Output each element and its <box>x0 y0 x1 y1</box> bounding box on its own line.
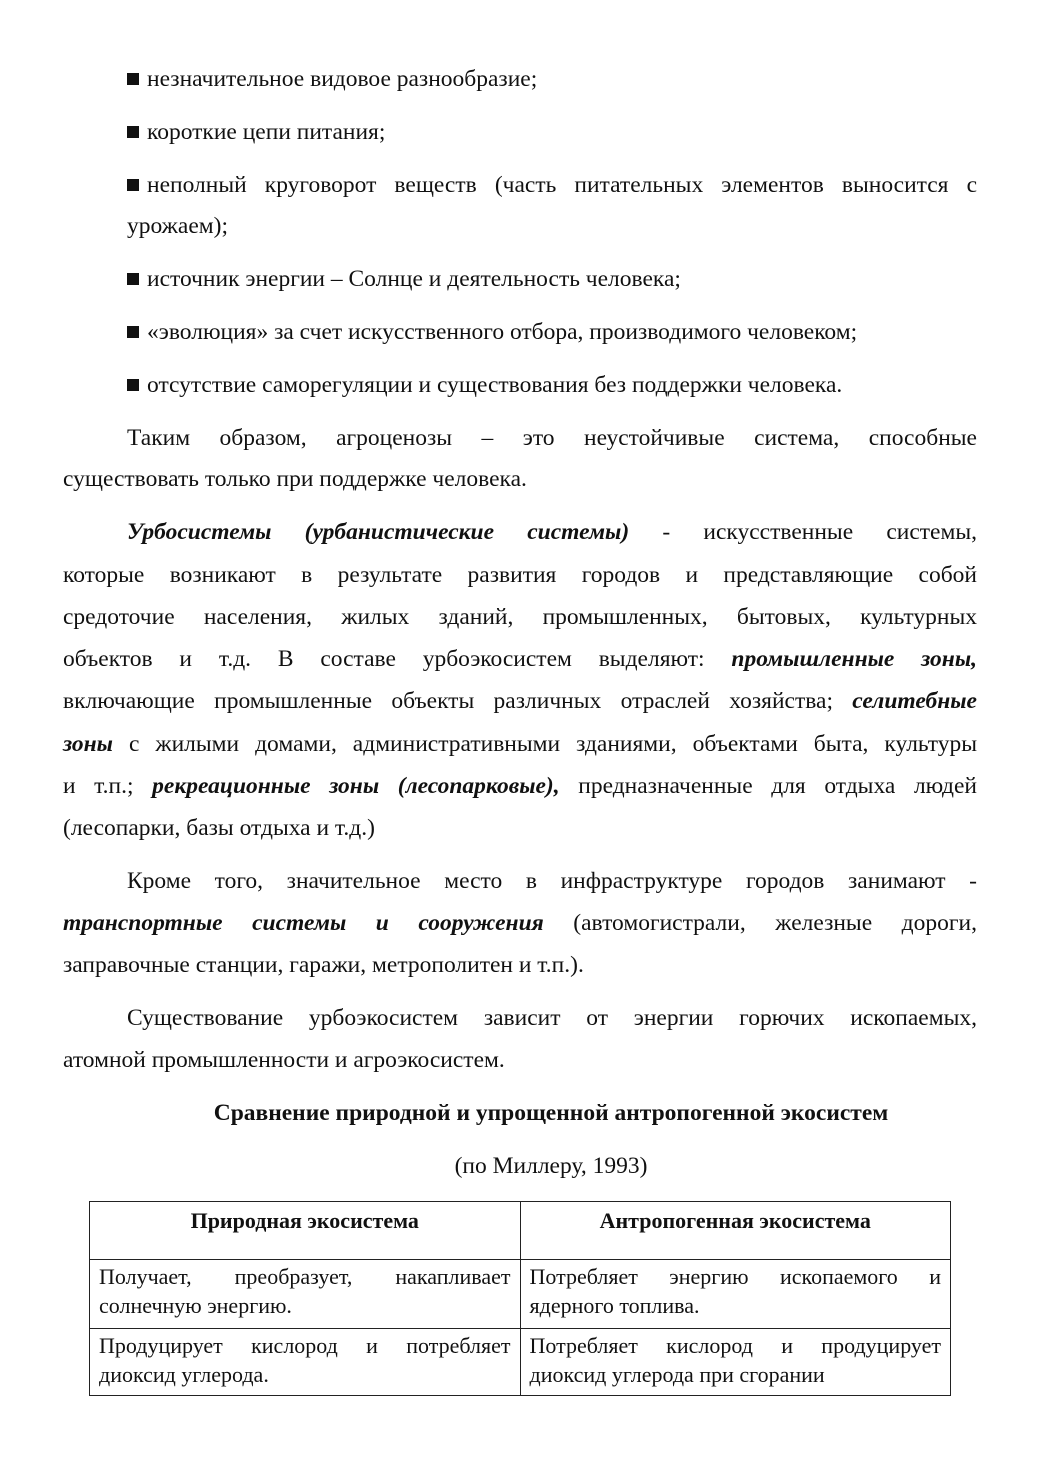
paragraph-line: которые возникают в результате развития городов и представляющие собой <box>63 562 977 588</box>
table-cell: Продуцирует кислород и потребляет диоксид углерода. <box>90 1329 521 1396</box>
paragraph-line: транспортные системы и сооружения (автомогистрали, железные дороги, <box>63 910 977 936</box>
list-item: короткие цепи питания; <box>127 117 385 147</box>
list-item: незначительное видовое разнообразие; <box>127 64 537 94</box>
paragraph-line: объектов и т.д. В составе урбоэкосистем выделяют: промышленные зоны, <box>63 646 978 672</box>
square-bullet-icon <box>127 379 139 391</box>
list-item-continuation: урожаем); <box>127 213 228 239</box>
table-cell: Потребляет энергию ископаемого и ядерного топлива. <box>520 1260 951 1329</box>
table-title: Сравнение природной и упрощенной антропогенной экосистем <box>213 1100 889 1126</box>
paragraph-line: существовать только при поддержке человека. <box>63 466 527 492</box>
list-item: «эволюция» за счет искусственного отбора, производимого человеком; <box>127 317 857 347</box>
table-cell: Потребляет кислород и продуцирует диоксид углерода при сгорании <box>520 1329 951 1396</box>
term-residential-zones-cont: зоны <box>63 731 113 757</box>
term-residential-zones: селитебные <box>852 688 977 714</box>
square-bullet-icon <box>127 179 139 191</box>
table-cell: Получает, преобразует, накапливает солнечную энергию. <box>90 1260 521 1329</box>
paragraph-line: атомной промышленности и агроэкосистем. <box>63 1047 505 1073</box>
table-header-row <box>90 1202 951 1260</box>
paragraph-line: заправочные станции, гаражи, метрополитен и т.п.). <box>63 952 584 978</box>
paragraph-line: Урбосистемы (урбанистические системы) - искусственные системы, <box>127 519 977 545</box>
square-bullet-icon <box>127 73 139 85</box>
paragraph-line: включающие промышленные объекты различных отраслей хозяйства; селитебные <box>63 688 977 714</box>
column-header-natural: Природная экосистема <box>90 1202 521 1260</box>
table-row <box>90 1260 951 1329</box>
term-urbosystems: Урбосистемы (урбанистические системы) <box>127 519 630 545</box>
list-item: неполный круговорот веществ (часть питательных элементов выносится с <box>127 170 977 200</box>
table-subtitle: (по Миллеру, 1993) <box>454 1153 648 1179</box>
paragraph-line: и т.п.; рекреационные зоны (лесопарковые), предназначенные для отдыха людей <box>63 773 978 799</box>
column-header-anthropogenic: Антропогенная экосистема <box>520 1202 951 1260</box>
square-bullet-icon <box>127 326 139 338</box>
paragraph-line: зоны с жилыми домами, административными зданиями, объектами быта, культуры <box>63 731 977 757</box>
paragraph-line: Кроме того, значительное место в инфраструктуре городов занимают - <box>127 868 977 894</box>
comparison-table <box>89 1201 951 1396</box>
term-industrial-zones: промышленные зоны, <box>731 646 978 672</box>
table-row <box>90 1329 951 1396</box>
term-recreational-zones: рекреационные зоны (лесопарковые), <box>152 773 560 799</box>
term-transport-systems: транспортные системы и сооружения <box>63 910 544 936</box>
square-bullet-icon <box>127 273 139 285</box>
paragraph-line: Таким образом, агроценозы – это неустойчивые система, способные <box>127 425 977 451</box>
square-bullet-icon <box>127 126 139 138</box>
paragraph-line: Существование урбоэкосистем зависит от энергии горючих ископаемых, <box>127 1005 977 1031</box>
paragraph-line: средоточие населения, жилых зданий, промышленных, бытовых, культурных <box>63 604 977 630</box>
paragraph-line: (лесопарки, базы отдыха и т.д.) <box>63 815 375 841</box>
list-item: источник энергии – Солнце и деятельность человека; <box>127 264 681 294</box>
list-item: отсутствие саморегуляции и существования без поддержки человека. <box>127 370 842 400</box>
